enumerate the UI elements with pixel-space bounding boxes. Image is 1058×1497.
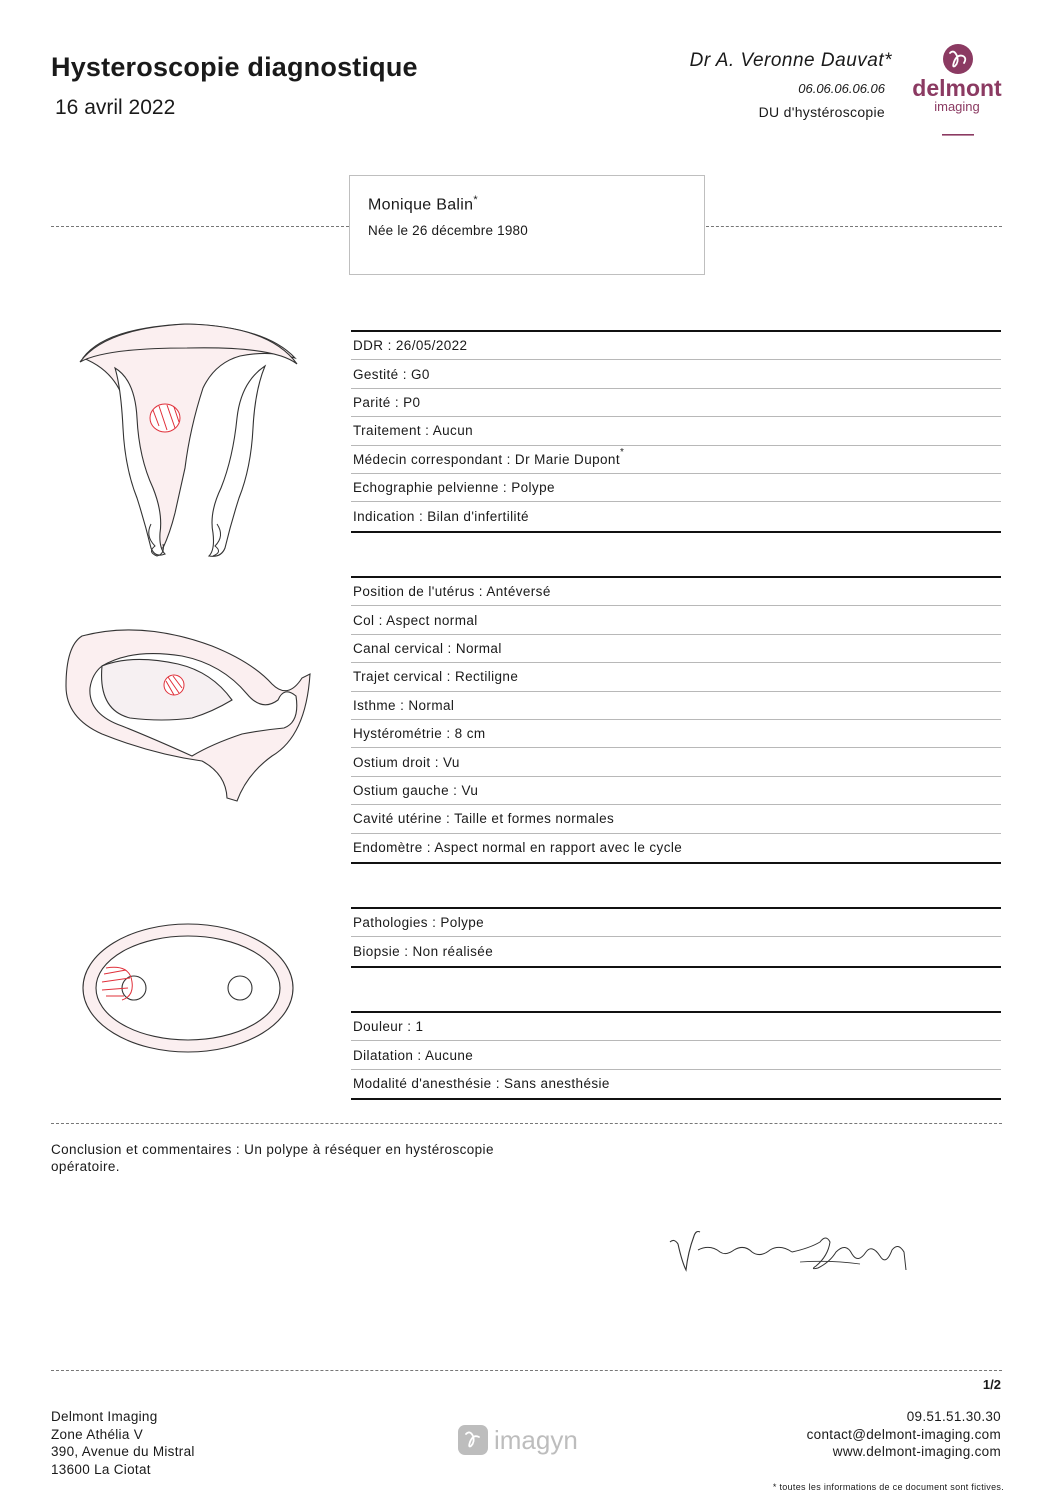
divider xyxy=(706,226,1002,227)
patient-card xyxy=(349,175,705,275)
exam-date: 16 avril 2022 xyxy=(55,96,176,119)
logo-text-imaging: imaging xyxy=(934,99,980,114)
page-number: 1/2 xyxy=(982,1377,1001,1392)
info-row-label: Biopsie : Non réalisée xyxy=(353,944,494,960)
info-row-label: Canal cervical : Normal xyxy=(353,640,502,656)
info-row xyxy=(351,417,1001,445)
info-row-label: Cavité utérine : Taille et formes normales xyxy=(353,811,615,827)
company-email[interactable]: contact@delmont-imaging.com xyxy=(806,1426,1001,1442)
doctor-qualification: DU d'hystéroscopie xyxy=(758,104,885,120)
imagyn-logo xyxy=(458,1422,598,1458)
info-row xyxy=(351,1041,1001,1069)
info-row-label: Modalité d'anesthésie : Sans anesthésie xyxy=(353,1076,610,1092)
info-row-label: Ostium droit : Vu xyxy=(353,754,460,770)
info-row xyxy=(351,720,1001,748)
info-row-label: Dilatation : Aucune xyxy=(353,1047,474,1063)
info-row-label: Indication : Bilan d'infertilité xyxy=(353,509,529,525)
info-row-label: Douleur : 1 xyxy=(353,1019,424,1035)
info-row xyxy=(351,748,1001,776)
info-row xyxy=(351,834,1001,862)
logo-text-delmont: delmont xyxy=(912,75,1002,101)
polyp-marker xyxy=(164,675,184,695)
info-row-label: Ostium gauche : Vu xyxy=(353,782,479,798)
divider xyxy=(51,1370,1002,1371)
company-website[interactable]: www.delmont-imaging.com xyxy=(832,1444,1001,1459)
info-row-label: Parité : P0 xyxy=(353,394,421,410)
info-row xyxy=(351,360,1001,388)
info-row-label: Traitement : Aucun xyxy=(353,423,474,439)
info-row-label: Pathologies : Polype xyxy=(353,915,485,931)
company-contact xyxy=(807,1408,1001,1461)
doctor-phone: 06.06.06.06.06 xyxy=(798,81,885,96)
info-row-label: Médecin correspondant : Dr Marie Dupont xyxy=(353,451,620,467)
divider xyxy=(51,226,349,227)
info-row xyxy=(351,937,1001,965)
company-phone: 09.51.51.30.30 xyxy=(906,1409,1001,1424)
info-row-label: Trajet cervical : Rectiligne xyxy=(353,669,519,685)
divider xyxy=(51,1123,1002,1124)
patient-birthdate: Née le 26 décembre 1980 xyxy=(368,223,528,238)
info-row xyxy=(351,578,1001,606)
info-row-label: Isthme : Normal xyxy=(353,697,455,713)
imagyn-logo-text: imagyn xyxy=(494,1425,578,1455)
info-row-label: Col : Aspect normal xyxy=(353,612,478,628)
info-row xyxy=(351,446,1001,474)
info-row-label: Position de l'utérus : Antéversé xyxy=(353,584,551,600)
doctor-signature xyxy=(660,1222,920,1282)
uterine-cavity-diagram xyxy=(80,922,296,1058)
info-row xyxy=(351,635,1001,663)
info-row-label: DDR : 26/05/2022 xyxy=(353,338,468,354)
info-row xyxy=(351,805,1001,833)
info-row xyxy=(351,692,1001,720)
uterus-sagittal-diagram xyxy=(62,626,314,804)
patient-name: Monique Balin* xyxy=(368,194,478,214)
info-row-label: Endomètre : Aspect normal en rapport avec le cycle xyxy=(353,840,683,856)
fictive-mark: * xyxy=(619,446,625,458)
fictive-disclaimer: * toutes les informations de ce document sont fictives. xyxy=(772,1482,1004,1492)
info-row-label: Hystérométrie : 8 cm xyxy=(353,726,486,742)
clinical-history-group xyxy=(351,330,1001,533)
doctor-name: Dr A. Veronne Dauvat* xyxy=(689,50,892,71)
info-row xyxy=(351,389,1001,417)
info-row-label: Gestité : G0 xyxy=(353,366,430,382)
delmont-logo xyxy=(905,43,1009,139)
exam-findings-group xyxy=(351,576,1001,864)
page-title: Hysteroscopie diagnostique xyxy=(51,52,418,82)
ostium-right xyxy=(228,976,252,1000)
info-row xyxy=(351,332,1001,360)
info-row xyxy=(351,909,1001,937)
info-row xyxy=(351,1070,1001,1098)
info-row xyxy=(351,474,1001,502)
conclusion-text: Conclusion et commentaires : Un polype à réséquer en hystéroscopie opératoire. xyxy=(51,1142,494,1174)
uterus-frontal-diagram xyxy=(75,318,305,568)
company-address: Delmont Imaging Zone Athélia V 390, Avenue du Mistral 13600 La Ciotat xyxy=(51,1409,195,1477)
info-row xyxy=(351,777,1001,805)
procedure-group xyxy=(351,1011,1001,1100)
info-row xyxy=(351,663,1001,691)
info-row xyxy=(351,606,1001,634)
info-row xyxy=(351,1013,1001,1041)
pathology-group xyxy=(351,907,1001,968)
info-row-label: Echographie pelvienne : Polype xyxy=(353,480,555,496)
info-row xyxy=(351,502,1001,530)
polyp-marker xyxy=(150,404,180,432)
